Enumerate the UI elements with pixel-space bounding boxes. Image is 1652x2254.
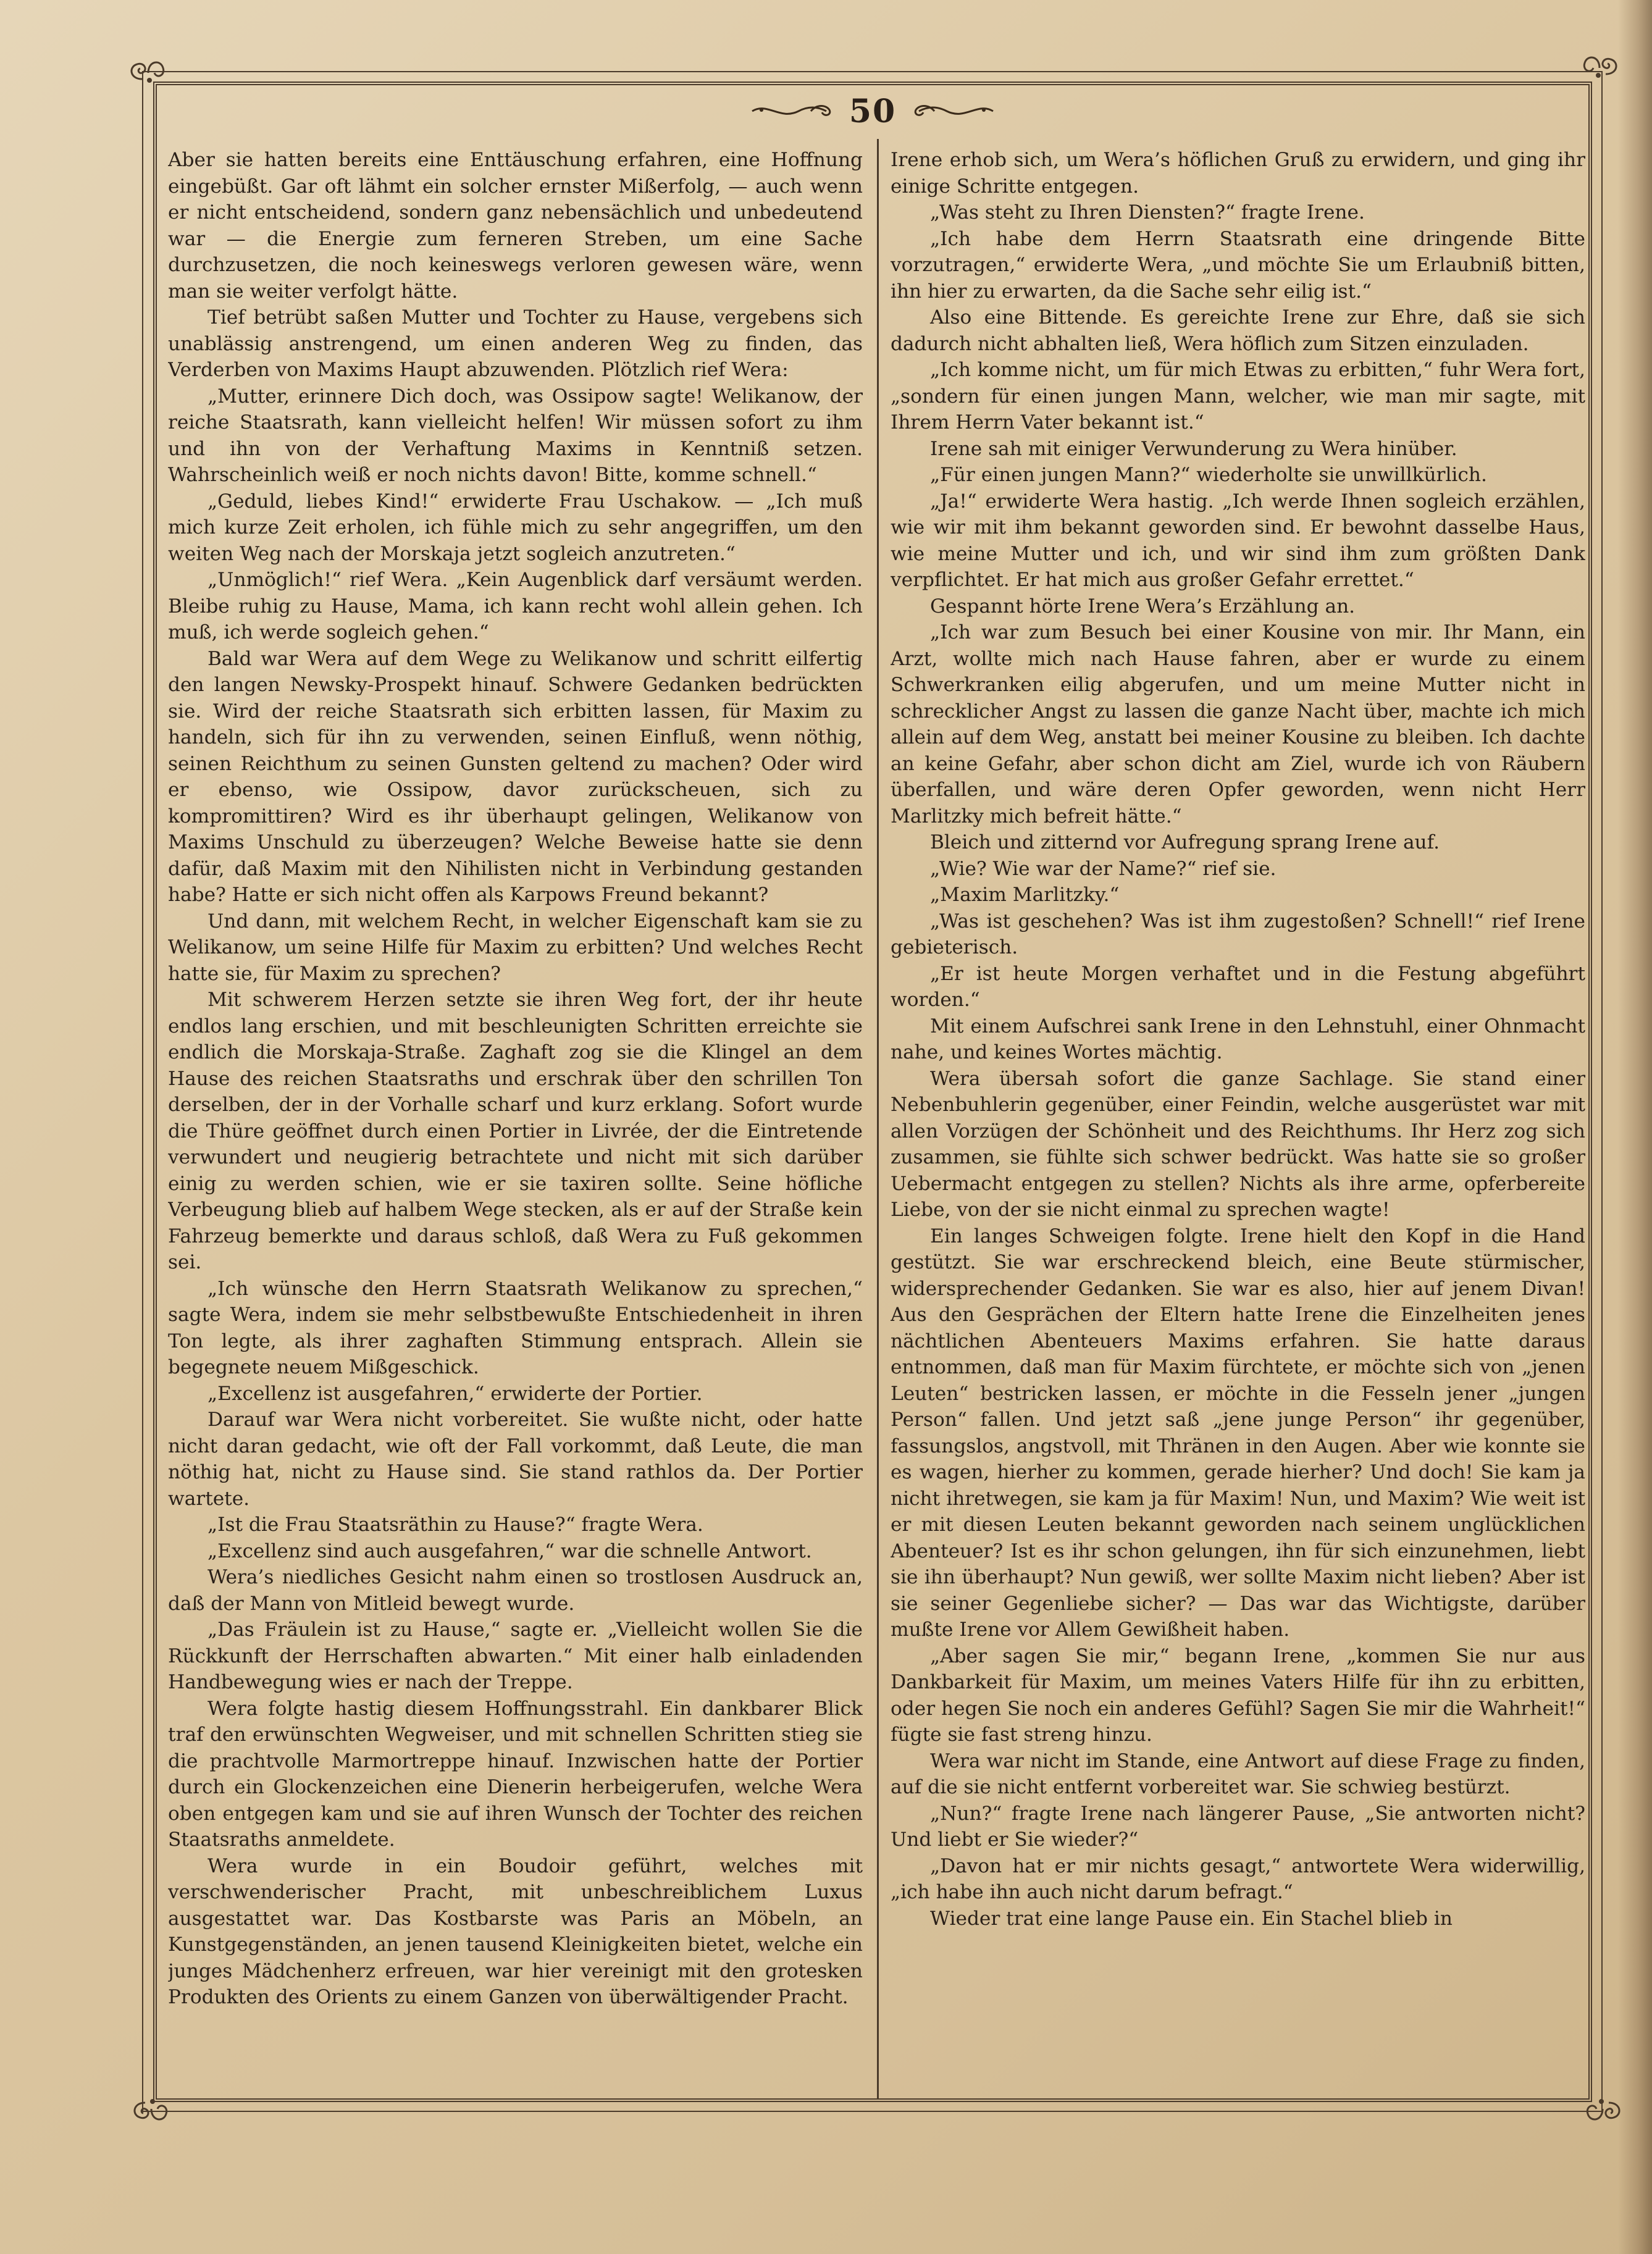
page-spine-shadow xyxy=(1618,0,1652,2254)
paragraph: „Ich wünsche den Herrn Staatsrath Welikanow zu sprechen,“ sagte Wera, indem sie mehr selbstbewußte Entschiedenheit in ihren Ton legte, als ihrer zaghaften Stimmung entsprach. Allein sie begegnete neuem Mißgeschick. xyxy=(168,1277,863,1378)
paragraph: Bald war Wera auf dem Wege zu Welikanow und schritt eilfertig den langen Newsky-Prospekt hinauf. Schwere Gedanken bedrückten sie. Wird der reiche Staatsrath sich erbitten lassen, für Maxim zu handeln, sich für ihn zu verwenden, seinen Einfluß, wenn nöthig, seinen Reichthum zu seinen Gunsten geltend zu machen? Oder wird er ebenso, wie Ossipow, davor zurückscheuen, sich zu kompromittiren? Wird es ihr überhaupt gelingen, Welikanow von Maxims Unschuld zu überzeugen? Welche Beweise hatte sie denn dafür, daß Maxim mit den Nihilisten nicht in Verbindung gestanden habe? Hatte er sich nicht offen als Karpows Freund bekannt? xyxy=(168,647,863,906)
paragraph: Tief betrübt saßen Mutter und Tochter zu Hause, vergebens sich unablässig anstrengend, um einen anderen Weg zu finden, das Verderben von Maxims Haupt abzuwenden. Plötzlich rief Wera: xyxy=(168,306,863,381)
paragraph: Also eine Bittende. Es gereichte Irene zur Ehre, daß sie sich dadurch nicht abhalten ließ, Wera höflich zum Sitzen einzuladen. xyxy=(891,306,1585,355)
paragraph: „Er ist heute Morgen verhaftet und in die Festung abgeführt worden.“ xyxy=(891,962,1585,1011)
paragraph: Darauf war Wera nicht vorbereitet. Sie wußte nicht, oder hatte nicht daran gedacht, wie oft der Fall vorkommt, daß Leute, die man nöthig hat, nicht zu Hause sind. Sie stand rathlos da. Der Portier wartete. xyxy=(168,1409,863,1510)
paragraph: „Mutter, erinnere Dich doch, was Ossipow sagte! Welikanow, der reiche Staatsrath, kann vielleicht helfen! Wir müssen sofort zu ihm und ihn von der Verhaftung Maxims in Kenntniß setzen. Wahrscheinlich weiß er noch nichts davon! Bitte, komme schnell.“ xyxy=(168,385,863,486)
paragraph: „Wie? Wie war der Name?“ rief sie. xyxy=(930,857,1277,880)
paragraph: Wieder trat eine lange Pause ein. Ein Stachel blieb in xyxy=(930,1907,1453,1930)
paragraph: Wera’s niedliches Gesicht nahm einen so trostlosen Ausdruck an, daß der Mann von Mitleid bewegt wurde. xyxy=(168,1566,863,1615)
page-number: 50 xyxy=(849,92,897,130)
paragraph: „Excellenz sind auch ausgefahren,“ war die schnelle Antwort. xyxy=(208,1540,812,1562)
paragraph: „Ich komme nicht, um für mich Etwas zu erbitten,“ fuhr Wera fort, „sondern für einen jungen Mann, welcher, wie man mir sagte, mit Ihrem Herrn Vater bekannt ist.“ xyxy=(891,359,1585,434)
header-ornament-right xyxy=(910,99,996,124)
paragraph: „Ich habe dem Herrn Staatsrath eine dringende Bitte vorzutragen,“ erwiderte Wera, „und möchte Sie um Erlaubniß bitten, ihn hier zu erwarten, da die Sache sehr eilig ist.“ xyxy=(891,227,1585,303)
paragraph: Mit schwerem Herzen setzte sie ihren Weg fort, der ihr heute endlos lang erschien, und mit beschleunigten Schritten erreichte sie endlich die Morskaja-Straße. Zaghaft zog sie die Klingel an dem Hause des reichen Staatsraths und erschrak über den schrillen Ton derselben, der in der Vorhalle scharf und kurz erklang. Sofort wurde die Thüre geöffnet durch einen Portier in Livrée, der die Eintretende verwundert und neugierig betrachtete und nicht mit sich darüber einig zu werden schien, wie er sie taxiren sollte. Seine höfliche Verbeugung blieb auf halbem Wege stecken, als er auf der Straße kein Fahrzeug bemerkte und daraus schloß, daß Wera zu Fuß gekommen sei. xyxy=(168,989,863,1273)
paragraph: Irene erhob sich, um Wera’s höflichen Gruß zu erwidern, und ging ihr einige Schritte entgegen. xyxy=(891,149,1585,198)
paragraph: Irene sah mit einiger Verwunderung zu Wera hinüber. xyxy=(930,437,1457,460)
paragraph: „Ist die Frau Staatsräthin zu Hause?“ fragte Wera. xyxy=(208,1514,703,1536)
paragraph: „Davon hat er mir nichts gesagt,“ antwortete Wera widerwillig, „ich habe ihn auch nicht darum befragt.“ xyxy=(891,1854,1585,1903)
paragraph: „Was steht zu Ihren Diensten?“ fragte Irene. xyxy=(930,201,1365,224)
paragraph: Bleich und zitternd vor Aufregung sprang Irene auf. xyxy=(930,831,1440,853)
paragraph: Wera folgte hastig diesem Hoffnungsstrahl. Ein dankbarer Blick traf den erwünschten Wegweiser, und mit schnellen Schritten stieg sie die prachtvolle Marmortreppe hinauf. Inzwischen hatte der Portier durch ein Glockenzeichen eine Dienerin herbeigerufen, welche Wera oben entgegen kam und sie auf ihren Wunsch der Tochter des reichen Staatsraths anmeldete. xyxy=(168,1697,863,1851)
paragraph: „Ich war zum Besuch bei einer Kousine von mir. Ihr Mann, ein Arzt, wollte mich nach Hause fahren, aber er wurde zu einem Schwerkranken eilig abgerufen, und um meine Mutter nicht in schrecklicher Angst zu lassen die ganze Nacht über, machte ich mich allein auf dem Weg, anstatt bei meiner Kousine zu bleiben. Ich dachte an keine Gefahr, aber schon dicht am Ziel, wurde ich von Räubern überfallen, und wäre deren Opfer geworden, wenn nicht Herr Marlitzky mich befreit hätte.“ xyxy=(891,621,1585,827)
paragraph: „Ja!“ erwiderte Wera hastig. „Ich werde Ihnen sogleich erzählen, wie wir mit ihm bekannt geworden sind. Er bewohnt dasselbe Haus, wie meine Mutter und ich, und wir sind ihm zum größten Dank verpflichtet. Er hat mich aus großer Gefahr errettet.“ xyxy=(891,490,1585,591)
paragraph: Ein langes Schweigen folgte. Irene hielt den Kopf in die Hand gestützt. Sie war erschreckend bleich, eine Beute stürmischer, widersprechender Gedanken. Sie war es also, hier auf jenem Divan! Aus den Gesprächen der Eltern hatte Irene die Einzelheiten jenes nächtlichen Abenteuers Maxims erfahren. Sie hatte daraus entnommen, daß man für Maxim fürchtete, er möchte sich von „jenen Leuten“ bestricken lassen, er möchte in die Fesseln jener „jungen Person“ fallen. Und jetzt saß „jene junge Person“ ihr gegenüber, fassungslos, angstvoll, mit Thränen in den Augen. Aber wie konnte sie es wagen, hierher zu kommen, gerade hierher? Und doch! Sie kam ja nicht ihretwegen, sie kam ja für Maxim! Nun, und Maxim? Wie weit ist er mit diesen Leuten bekannt geworden nach seinem unglücklichen Abenteuer? Ist es ihr schon gelungen, ihn für sich einzunehmen, liebt sie ihn überhaupt? Nun gewiß, wer sollte Maxim nicht lieben? Aber ist sie seiner Gegenliebe sicher? — Das war das Wichtigste, darüber mußte Irene vor Allem Gewißheit haben. xyxy=(891,1225,1585,1641)
paragraph: „Das Fräulein ist zu Hause,“ sagte er. „Vielleicht wollen Sie die Rückkunft der Herrschaften abwarten.“ Mit einer halb einladenden Handbewegung wies er nach der Treppe. xyxy=(168,1619,863,1693)
paragraph: Wera war nicht im Stande, eine Antwort auf diese Frage zu finden, auf die sie nicht entfernt vorbereitet war. Sie schwieg bestürzt. xyxy=(891,1749,1585,1798)
paragraph: „Was ist geschehen? Was ist ihm zugestoßen? Schnell!“ rief Irene gebieterisch. xyxy=(891,910,1585,958)
left-text-column xyxy=(168,147,863,2098)
paragraph: „Nun?“ fragte Irene nach längerer Pause, „Sie antworten nicht? Und liebt er Sie wieder?“ xyxy=(891,1802,1585,1851)
paragraph: Und dann, mit welchem Recht, in welcher Eigenschaft kam sie zu Welikanow, um seine Hilfe für Maxim zu erbitten? Und welches Recht hatte sie, für Maxim zu sprechen? xyxy=(168,910,863,985)
paragraph: „Excellenz ist ausgefahren,“ erwiderte der Portier. xyxy=(208,1382,703,1405)
paragraph: „Unmöglich!“ rief Wera. „Kein Augenblick darf versäumt werden. Bleibe ruhig zu Hause, Mama, ich kann recht wohl allein gehen. Ich muß, ich werde sogleich gehen.“ xyxy=(168,569,863,643)
paragraph: „Aber sagen Sie mir,“ begann Irene, „kommen Sie nur aus Dankbarkeit für Maxim, um meines Vaters Hilfe für ihn zu erbitten, oder hegen Sie noch ein anderes Gefühl? Sagen Sie mir die Wahrheit!“ fügte sie fast streng hinzu. xyxy=(891,1644,1585,1746)
paragraph: Aber sie hatten bereits eine Enttäuschung erfahren, eine Hoffnung eingebüßt. Gar oft lähmt ein solcher ernster Mißerfolg, — auch wenn er nicht entscheidend, sondern ganz nebensächlich und unbedeutend war — die Energie zum ferneren Streben, um eine Sache durchzusetzen, die noch keineswegs verloren gewesen wäre, wenn man sie weiter verfolgt hätte. xyxy=(168,149,863,303)
paragraph: Gespannt hörte Irene Wera’s Erzählung an. xyxy=(930,595,1356,618)
paragraph: Mit einem Aufschrei sank Irene in den Lehnstuhl, einer Ohnmacht nahe, und keines Wortes mächtig. xyxy=(891,1015,1585,1063)
paragraph: Wera wurde in ein Boudoir geführt, welches mit verschwenderischer Pracht, mit unbeschreiblichem Luxus ausgestattet war. Das Kostbarste was Paris an Möbeln, an Kunstgegenständen, an jenen tausend Kleinigkeiten bietet, welche ein junges Mädchenherz erfreuen, war hier vereinigt mit den grotesken Produkten des Orients zu einem Ganzen von überwältigender Pracht. xyxy=(168,1854,863,2008)
paragraph: Wera übersah sofort die ganze Sachlage. Sie stand einer Nebenbuhlerin gegenüber, einer Feindin, welche ausgerüstet war mit allen Vorzügen der Schönheit und des Reichthums. Ihr Herz zog sich zusammen, sie fühlte sich schwer bedrückt. Was hatte sie so großer Uebermacht entgegen zu stellen? Nichts als ihre arme, opferbereite Liebe, von der sie nicht einmal zu sprechen wagte! xyxy=(891,1067,1585,1221)
paragraph: „Geduld, liebes Kind!“ erwiderte Frau Uschakow. — „Ich muß mich kurze Zeit erholen, ich fühle mich zu sehr angegriffen, um den weiten Weg nach der Morskaja jetzt sogleich anzutreten.“ xyxy=(168,490,863,565)
column-divider xyxy=(877,139,879,2100)
right-text-column xyxy=(891,147,1585,2098)
paragraph: „Für einen jungen Mann?“ wiederholte sie unwillkürlich. xyxy=(930,464,1487,486)
header-ornament-left xyxy=(749,99,836,124)
page-header xyxy=(153,86,1592,136)
paragraph: „Maxim Marlitzky.“ xyxy=(930,884,1120,906)
